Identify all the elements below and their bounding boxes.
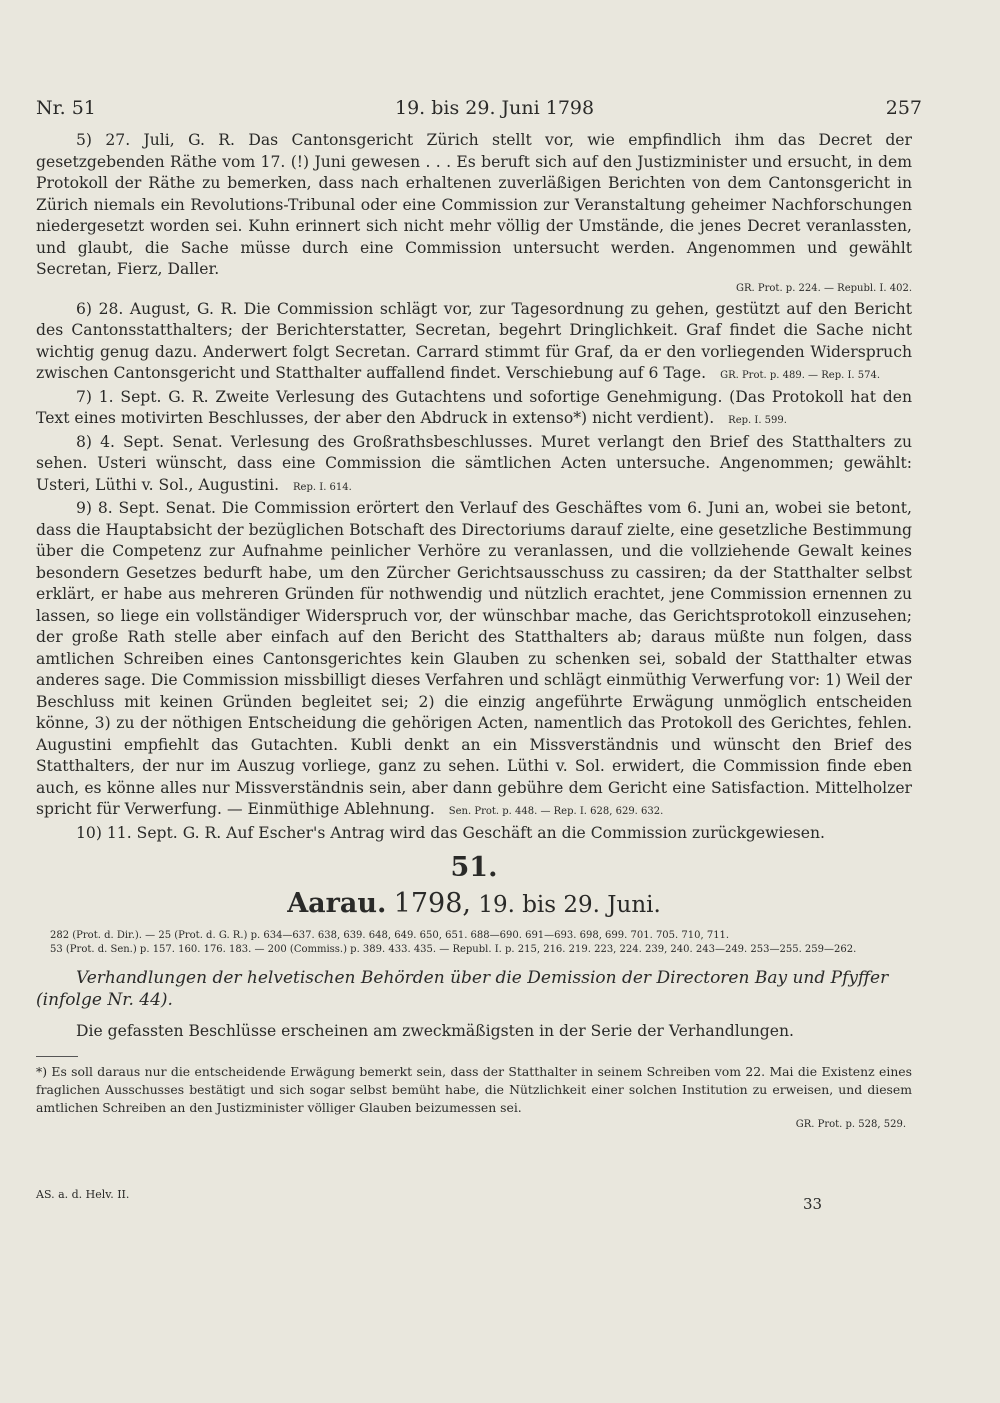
page-number: 257 (885, 97, 922, 119)
entry-reference: Rep. I. 599. (728, 415, 787, 426)
main-text (36, 130, 912, 1130)
entry-paragraph: 10) 11. Sept. G. R. Auf Escher's Antrag wird das Geschäft an die Commission zurückgewiesen. (76, 823, 825, 842)
running-header-number: Nr. 51 (36, 97, 96, 119)
entry-paragraph: 6) 28. August, G. R. Die Commission schlägt vor, zur Tagesordnung zu gehen, gestützt auf den Bericht des Cantonsstatthalters; der Berichterstatter, Secretan, begehrt Dringlichkeit. Graf findet die Sache nicht wichtig genug dazu. Anderwert folgt Secretan. Carrard stimmt für Graf, da er den vorliegenden Widerspruch zwischen Cantonsgericht und Statthalter auffallend findet. Verschiebung auf 6 Tage. GR. Prot. p. 489. — Rep. I. 574. (36, 299, 912, 382)
entry-reference: Sen. Prot. p. 448. — Rep. I. 628, 629. 632. (448, 806, 664, 817)
footnote-reference: GR. Prot. p. 528, 529. (795, 1119, 906, 1130)
document-title (36, 890, 912, 919)
entry-paragraph: 9) 8. Sept. Senat. Die Commission erörtert den Verlauf des Geschäftes vom 6. Juni an, wobei sie betont, dass die Hauptabsicht der bezüglichen Botschaft des Directoriums darauf zielte, eine gesetzliche Bestimmung über die Competenz zur Aufnahme peinlicher Verhöre zu veranlassen, und die vollziehende Gewalt keines besondern Gesetzes bedurft habe, um den Zürcher Gerichtsausschuss zu cassiren; da der Statthalter selbst erklärt, er habe aus mehreren Gründen für nothwendig und nützlich erachtet, jene Commission ernennen zu lassen, so liege ein vollständiger Widerspruch vor, der wünschbar mache, das Gerichtsprotokoll einzusehen; der große Rath stelle aber einfach auf den Bericht des Statthalters ab; daraus müßte nun folgen, dass amtlichen Schreiben eines Cantonsgerichtes kein Glauben zu schenken sei, sobald der Statthalter etwas anderes sage. Die Commission missbilligt dieses Verfahren und schlägt einmüthig Verwerfung vor: 1) Weil der Beschluss mit keinen Gründen begleitet sei; 2) die einzig angeführte Erwägung unmöglich entscheiden könne, 3) zu der nöthigen Entscheidung die gehörigen Acten, namentlich das Protokoll des Gerichtes, fehlen. Augustini empfiehlt das Gutachten. Kubli denkt an ein Missverständnis und wünscht den Brief des Statthalters, der nur im Auszug vorliege, ganz zu sehen. Lüthi v. Sol. erwidert, die Commission finde eben auch, es könne alles nur Missverständnis sein, aber dann gebühre dem Gericht eine Satisfaction. Mittelholzer spricht für Verwerfung. — Einmüthige Ablehnung. Sen. Prot. p. 448. — Rep. I. 628, 629. 632. (36, 499, 912, 818)
document-subject: Verhandlungen der helvetischen Behörden über die Demission der Directoren Bay und Pfyffer (infolge Nr. 44). (36, 968, 889, 1010)
entry-reference: GR. Prot. p. 224. — Republ. I. 402. (736, 282, 912, 294)
document-note: Die gefassten Beschlüsse erscheinen am zweckmäßigsten in der Serie der Verhandlungen. (76, 1022, 794, 1040)
running-header-dates: 19. bis 29. Juni 1798 (395, 97, 595, 119)
footnote-text: *) Es soll daraus nur die entscheidende Erwägung bemerkt sein, dass der Statthalter in seinem Schreiben vom 22. Mai die Existenz eines fraglichen Ausschusses bestätigt und sich sogar selbst bemüht habe, die Nützlichkeit einer solchen Institution zu erweisen, und diesem amtlichen Schreiben an den Justizminister völliger Glauben beizumessen sei. (36, 1064, 912, 1115)
footer-series-title: AS. a. d. Helv. II. (36, 1188, 130, 1201)
entry-reference: Rep. I. 614. (293, 481, 352, 493)
document-number: 51. (450, 852, 498, 883)
document-year: 1798, (393, 888, 471, 919)
document-dates: 19. bis 29. Juni. (478, 892, 661, 918)
source-line: 282 (Prot. d. Dir.). — 25 (Prot. d. G. R.) p. 634—637. 638, 639. 648, 649. 650, 651. 688—690. 691—693. 698, 699. 701. 705. 710, 711. (50, 930, 730, 941)
document-sources (36, 929, 912, 957)
entry-reference: GR. Prot. p. 489. — Rep. I. 574. (720, 370, 881, 381)
source-line: 53 (Prot. d. Sen.) p. 157. 160. 176. 183. — 200 (Commiss.) p. 389. 433. 435. — Republ. I. p. 215, 216. 219. 223, 224. 239, 240. 243—249. 253—255. 259—262. (50, 944, 857, 955)
entry-paragraph: 7) 1. Sept. G. R. Zweite Verlesung des Gutachtens und sofortige Genehmigung. (Das Protokoll hat den Text eines motivirten Beschlusses, der aber den Abdruck in extenso*) nicht verdient). Rep. I. 599. (36, 387, 912, 427)
footer-signature: 33 (803, 1195, 823, 1213)
footnote-rule (36, 1056, 78, 1057)
entry-paragraph: 8) 4. Sept. Senat. Verlesung des Großrathsbeschlusses. Muret verlangt den Brief des Statthalters zu sehen. Usteri wünscht, dass eine Commission die sämtlichen Acten untersuche. Angenommen; gewählt: Usteri, Lüthi v. Sol., Augustini. Rep. I. 614. (36, 432, 912, 494)
document-place: Aarau. (287, 888, 387, 919)
entry-paragraph: 5) 27. Juli, G. R. Das Cantonsgericht Zürich stellt vor, wie empfindlich ihm das Decret der gesetzgebenden Räthe vom 17. (!) Juni gewesen . . . Es beruft sich auf den Justizminister und ersucht, in dem Protokoll der Räthe zu bemerken, dass nach erhaltenen zuverläßigen Berichten von dem Cantonsgericht in Zürich niemals ein Revolutions-Tribunal oder eine Commission zur Veranstaltung geheimer Nachforschungen niedergesetzt worden sei. Kuhn erinnert sich nicht mehr völlig der Umstände, die jenes Decret veranlassten, und glaubt, die Sache müsse durch eine Commission untersucht werden. Angenommen und gewählt Secretan, Fierz, Daller. (36, 131, 912, 278)
